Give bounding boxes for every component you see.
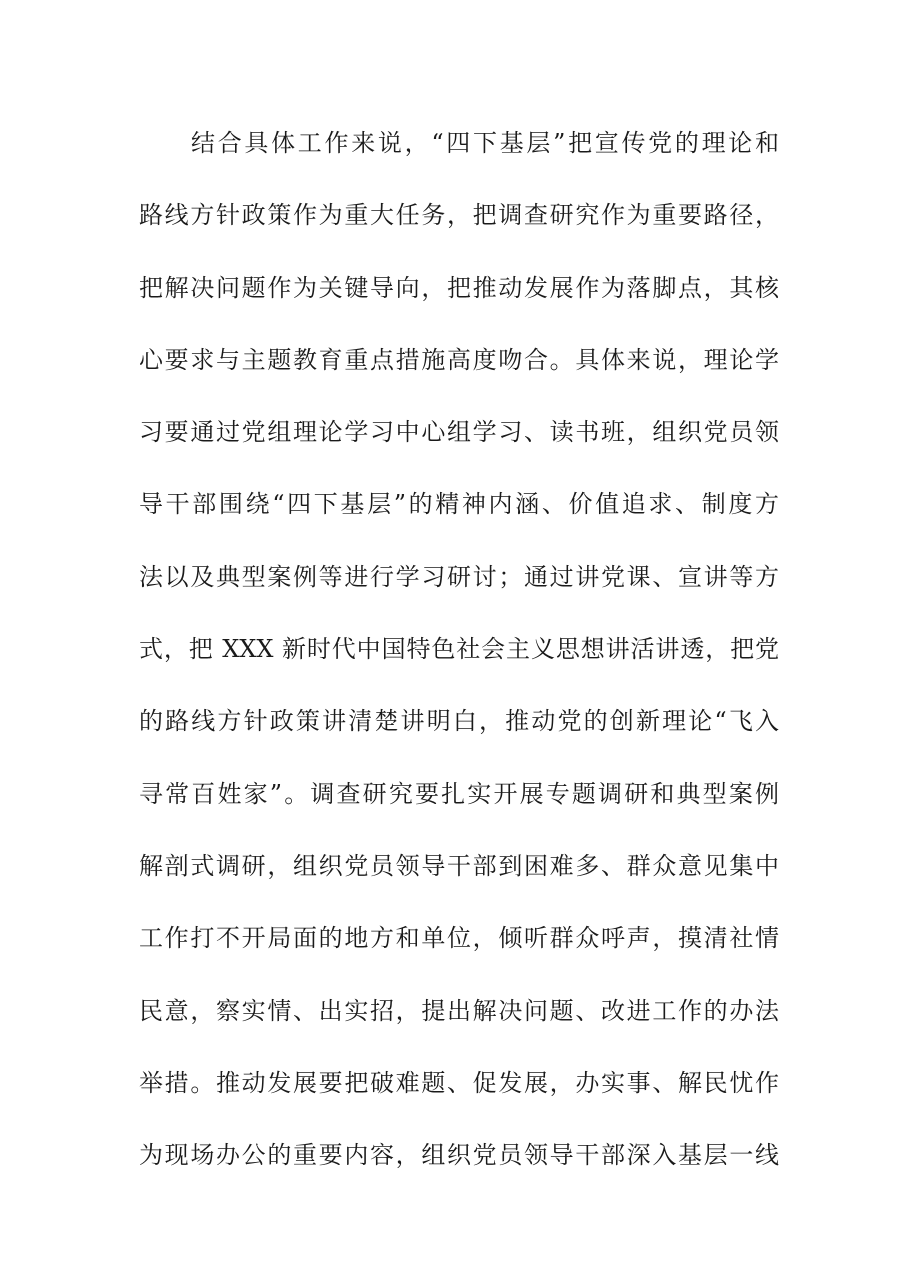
text-line-10: 寻常百姓家”。调查研究要扎实开展专题调研和典型案例 [139,779,779,808]
text-line-8: 式，把 XXX 新时代中国特色社会主义思想讲活讲透，把党 [139,635,779,664]
text-line-2: 路线方针政策作为重大任务，把调查研究作为重要路径， [139,201,779,230]
text-line-11: 解剖式调研，组织党员领导干部到困难多、群众意见集中 [139,851,779,880]
text-line-6: 导干部围绕“四下基层”的精神内涵、价值追求、制度方 [139,490,779,519]
text-line-4: 心要求与主题教育重点措施高度吻合。具体来说，理论学 [139,345,779,374]
paragraph [139,117,779,1201]
text-line-12: 工作打不开局面的地方和单位，倾听群众呼声，摸清社情 [139,924,779,953]
text-line-3: 把解决问题作为关键导向，把推动发展作为落脚点，其核 [139,273,779,302]
text-line-13: 民意，察实情、出实招，提出解决问题、改进工作的办法 [139,996,779,1025]
text-line-7: 法以及典型案例等进行学习研讨；通过讲党课、宣讲等方 [139,562,779,591]
text-line-15: 为现场办公的重要内容，组织党员领导干部深入基层一线 [139,1141,779,1170]
text-line-1: 结合具体工作来说，“四下基层”把宣传党的理论和 [191,129,779,157]
text-line-14: 举措。推动发展要把破难题、促发展，办实事、解民忧作 [139,1068,779,1097]
text-line-5: 习要通过党组理论学习中心组学习、读书班，组织党员领 [139,418,779,447]
text-line-9: 的路线方针政策讲清楚讲明白，推动党的创新理论“飞入 [139,707,779,736]
